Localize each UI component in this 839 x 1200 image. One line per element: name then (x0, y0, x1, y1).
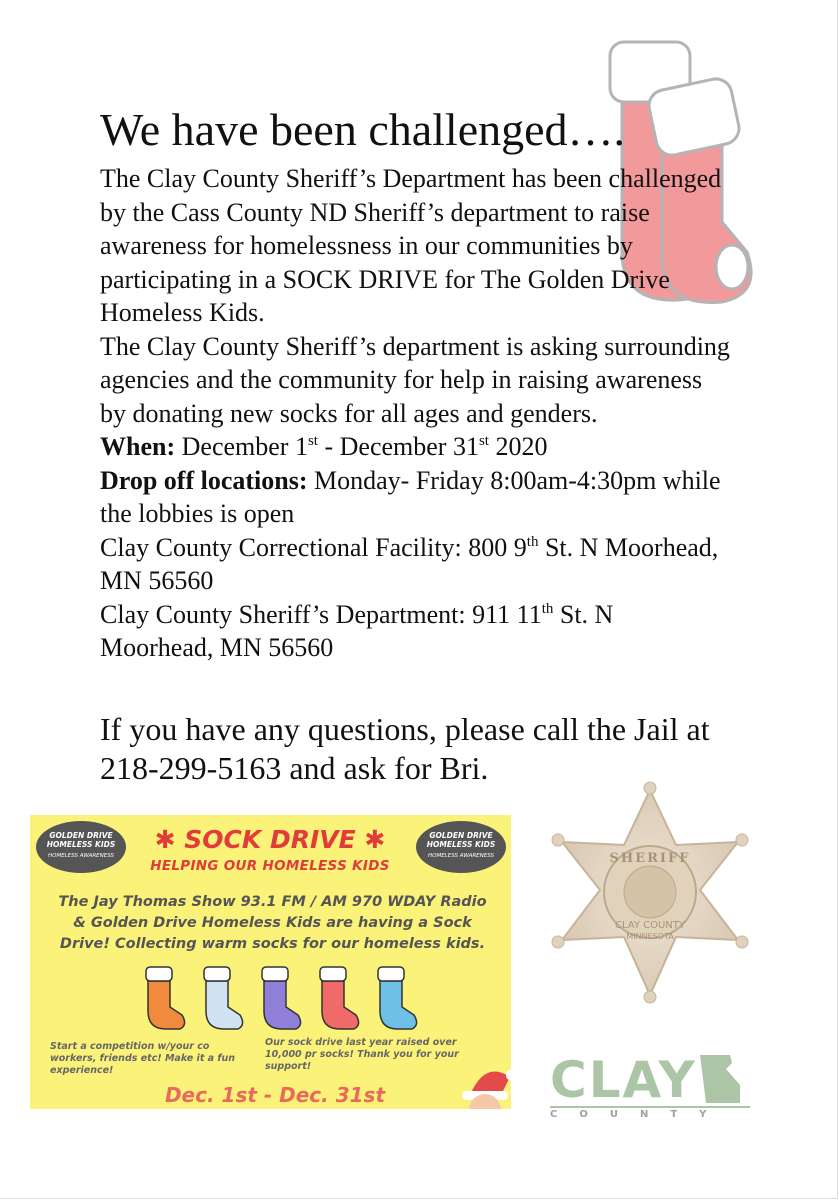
location-sheriff-a: Clay County Sheriff’s Department: 911 11 (100, 599, 542, 629)
flyer-title: ✱ SOCK DRIVE ✱ (154, 825, 386, 854)
location-correctional-sup: th (526, 533, 539, 550)
logo-name: CLAY (550, 1051, 697, 1109)
badge-bottom-text-1: CLAY COUNTY (614, 920, 686, 931)
logo-sub: COUNTY (550, 1109, 729, 1120)
location-sheriff (100, 598, 730, 665)
when-end-sup: st (478, 433, 489, 449)
dropoff-hours: Monday- Friday 8:00am-4:30pm while the lobbies is open (100, 465, 721, 528)
sheriff-star-icon (550, 780, 750, 1005)
flyer-subtitle: HELPING OUR HOMELESS KIDS (150, 858, 390, 874)
flyer-body: The Jay Thomas Show 93.1 FM / AM 970 WDAY Radio & Golden Drive Homeless Kids are having a Sock Drive! Collecting warm socks for our homeless kids. (58, 894, 487, 952)
when-start: December 1 (181, 432, 308, 461)
headline: We have been challenged…. (100, 104, 626, 155)
sheriff-badge (550, 780, 750, 1005)
main-text (100, 162, 730, 665)
location-correctional-a: Clay County Correctional Facility: 800 9 (100, 532, 527, 562)
flyer-sock-icon (204, 967, 243, 1029)
intro-paragraph: The Clay County Sheriff’s Department has been challenged by the Cass County ND Sheriff’s department to raise awareness for homelessness in our communities by participating in a SOCK DRIVE for The Golden Drive Homeless Kids. (100, 164, 722, 327)
flyer-note-right: Our sock drive last year raised over 10,000 pr socks! Thank you for your support! (265, 1037, 459, 1072)
location-sheriff-sup: th (541, 600, 554, 617)
location-correctional (100, 531, 730, 598)
cloud-right-sub: HOMELESS AWARENESS (427, 853, 495, 859)
location-sheriff-b: St. N Moorhead, MN 56560 (100, 599, 614, 662)
cloud-left-title-1: GOLDEN DRIVE (49, 831, 113, 840)
golden-drive-logo-right (416, 821, 506, 873)
colored-socks-row (130, 965, 420, 1035)
dropoff-line (100, 464, 730, 531)
cloud-right-title-1: GOLDEN DRIVE (429, 831, 493, 840)
flyer-sock-icon (262, 967, 301, 1029)
contact-text: If you have any questions, please call the Jail at 218-299-5163 and ask for Bri. (100, 711, 710, 786)
flyer-sock-icon (378, 967, 417, 1029)
when-label: When: (100, 432, 176, 461)
location-correctional-b: St. N Moorhead, MN 56560 (100, 532, 719, 595)
when-start-sup: st (307, 433, 318, 449)
cloud-right-title-2: HOMELESS KIDS (426, 840, 496, 849)
golden-drive-logo-left (36, 821, 126, 873)
request-paragraph: The Clay County Sheriff’s department is asking surrounding agencies and the community for help in raising awareness by donating new socks for all ages and genders. (100, 331, 730, 428)
clay-county-logo-mark (540, 1045, 770, 1125)
flyer-dates: Dec. 1st - Dec. 31st (164, 1083, 386, 1107)
when-line (100, 430, 730, 464)
cloud-left-title-2: HOMELESS KIDS (46, 840, 116, 849)
flyer-note-left: Start a competition w/your co workers, friends etc! Make it a fun experience! (50, 1041, 236, 1076)
badge-bottom-text-2: MINNESOTA (626, 932, 674, 941)
when-end: - December 31 (317, 432, 479, 461)
sock-drive-flyer (30, 815, 511, 1109)
when-year: 2020 (488, 432, 548, 461)
dropoff-label: Drop off locations: (100, 465, 308, 495)
cloud-left-sub: HOMELESS AWARENESS (47, 853, 115, 859)
santa-illustration (440, 1055, 511, 1109)
clay-county-logo (540, 1045, 770, 1125)
flyer-sock-icon (146, 967, 185, 1029)
badge-top-text: SHERIFF (609, 851, 691, 866)
flyer-sock-icon (320, 967, 359, 1029)
